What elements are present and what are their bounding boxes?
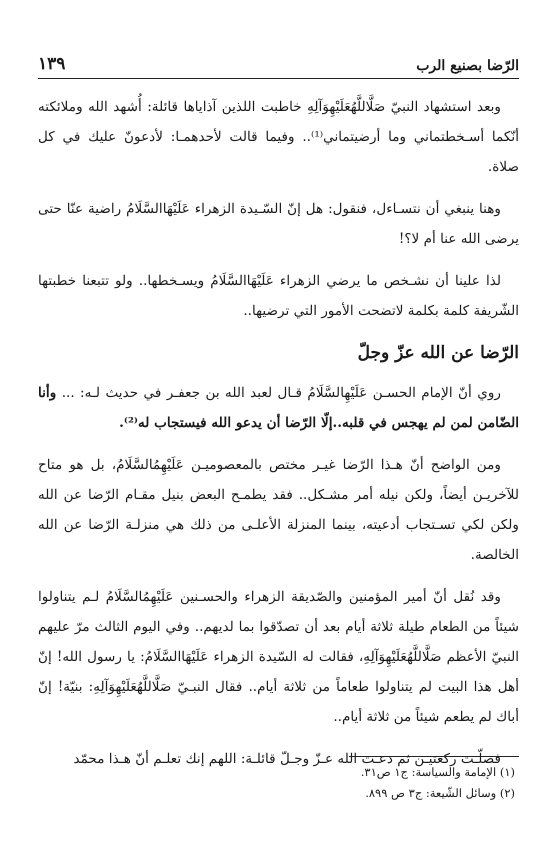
paragraph: فصلّـت ركعتيـن ثم دعـت الله عـزّ وجـلّ قائلـة: اللهم إنك تعلـم أنّ هـذا محمّد [73,751,501,767]
paragraph-bold-quote: وأنا الضّامن لمن لم يهجس في قلبه..إلّا الرّضا أن يدعو الله فيستجاب له⁽²⁾. [38,385,519,431]
footnotes [38,762,519,804]
paragraph-text: روي أنّ الإمام الحسـن عَلَيْهِالسَّلَامُ قـال لعبد الله بن جعفـر في حديث لـه: ... [56,385,501,401]
paragraph: وبعد استشهاد النبيّ صَلَّاللَّهُعَلَيْهِوَآلِهِ خاطبت اللذين آذاياها قائلة: أُشهد الله وملائكته أنّكما أسـخطتماني وما أرضيتماني⁽¹⁾.. وفيما قالت لأحدهمـا: لأدعونّ عليك في كل صلاة. [38,99,519,175]
running-title: الرّضا بصنيع الرب [416,58,519,74]
paragraph: وقد نُقل أنّ أمير المؤمنين والصّديقة الزهراء والحسـنين عَلَيْهِمُالسَّلَامُ لـم يتناولوا شيئاً من الطعام طيلة ثلاثة أيام بعد أن تصدّقوا بما لديهم.. وفي اليوم الثالث مرّ عليهم النبيّ الأعظم صَلَّاللَّهُعَلَيْهِوَآلِهِ، فقالت له السّيدة الزهراء عَلَيْهَاالسَّلَامُ: يا رسول الله! إنّ أهل هذا البيت لم يتناولوا طعاماً من ثلاثة أيام.. فقال النبـيّ صَلَّاللَّهُعَلَيْهِوَآلِهِ: بنيّة! إنّ أباك لم يطعم شيئاً من ثلاثة أيام.. [38,589,519,725]
section-heading: الرّضا عن الله عزّ وجلّ [357,343,519,363]
body-text [38,92,519,786]
paragraph: وهنا ينبغي أن نتسـاءل، فنقول: هل إنّ السّـيدة الزهراء عَلَيْهَاالسَّلَامُ راضية عنّا حتى يرضى الله عنا أم لا؟! [38,201,519,247]
footnote-divider [349,756,519,757]
paragraph [38,378,519,438]
page-header [38,46,519,79]
paragraph: ومن الواضح أنّ هـذا الرّضا غيـر مختص بالمعصوميـن عَلَيْهِمُالسَّلَامُ، بل هو متاح للآخريـن أيضاً، ولكن نيله أمر مشـكل.. فقد يطمـح البعض بنيل مقـام الرّضا عن الله ولكن لكي تسـتجاب أدعيته، بينما المنزلة الأعلـى من ذلك هي منزلـة الرّضا عن الله الخالصة. [38,457,519,563]
page-number: ١٣٩ [38,54,66,74]
footnote: (١) الإمامة والسياسة: ج١ ص٣١. [360,765,515,779]
footnote: (٢) وسائل الشّيعة: ج٣ ص ٨٩٩. [365,786,515,800]
paragraph: لذا علينا أن نشـخص ما يرضي الزهراء عَلَيْهَاالسَّلَامُ ويسـخطها.. ولو تتبعنا خطبتها الشّريفة كلمة بكلمة لاتضحت الأمور التي ترضيها.. [38,273,519,319]
